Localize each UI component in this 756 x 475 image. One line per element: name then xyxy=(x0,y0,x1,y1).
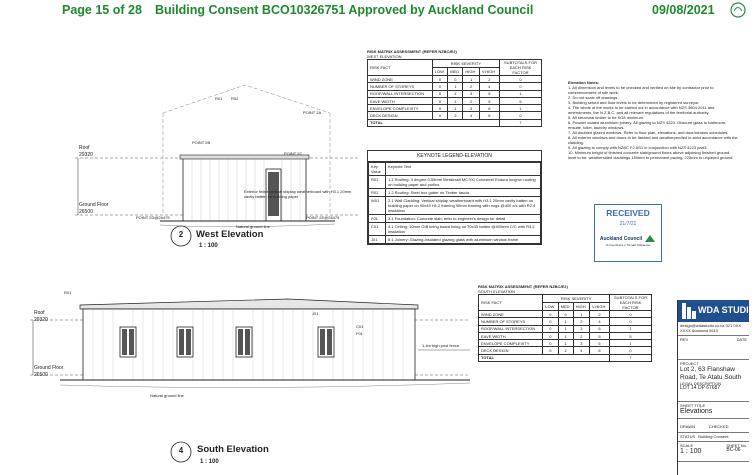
risk-south-total-label: TOTAL xyxy=(479,354,610,361)
south-tag-j01: J01 xyxy=(312,311,319,316)
note-item: 9. All glazing to comply with NZBC F2 AS1 in conjunction with NZS 4223 part3. xyxy=(568,145,708,150)
risk-subtotal: 0 xyxy=(500,76,542,83)
risk-value: 0 xyxy=(543,311,558,318)
south-tag-c01: C01 xyxy=(356,324,364,329)
risk-value: 0 xyxy=(432,90,447,97)
note-item: 6. Powder coated aluminium joinery. All glazing to NZS 4223. Obscure glass to bathroom, ensuite, toilet, laundry windows. xyxy=(568,120,727,130)
risk-value: 4 xyxy=(589,318,609,325)
risk-factor-name: ENVELOPE COMPLEXITY xyxy=(368,105,433,112)
west-point-2b: POINT 2B xyxy=(192,140,211,145)
risk-subtotal: 0 xyxy=(500,112,542,119)
risk-value: 2 xyxy=(463,83,479,90)
risk-west-level: HIGH xyxy=(463,68,479,76)
risk-row xyxy=(479,332,652,339)
note-item: 2. Do not scale off drawings. xyxy=(568,95,619,100)
risk-factor-name: WIND ZONE xyxy=(479,311,543,318)
page-number: Page 15 of 28 xyxy=(62,3,142,17)
risk-value: 1 xyxy=(573,311,589,318)
risk-value: 2 xyxy=(558,347,573,354)
legal-description: LOT 14 DP 67687 xyxy=(680,385,721,391)
keynote-key: R02 xyxy=(369,189,386,197)
risk-value: 0 xyxy=(543,318,558,325)
sheet-title: Elevations xyxy=(680,408,713,415)
risk-factor-name: EAVE WIDTH xyxy=(479,332,543,339)
risk-value: 3 xyxy=(573,325,589,332)
keynote-key: R01 xyxy=(369,176,386,189)
risk-value: 1 xyxy=(558,318,573,325)
risk-value: 5 xyxy=(479,97,499,104)
risk-value: 1 xyxy=(448,97,463,104)
risk-value: 3 xyxy=(463,105,479,112)
south-tag-r01: R01 xyxy=(64,290,72,295)
keynote-key: F01 xyxy=(369,215,386,223)
south-elevation-drawing xyxy=(0,295,480,435)
south-roof-level: 29320 xyxy=(34,317,48,323)
west-roof-label: Roof xyxy=(79,145,90,151)
risk-factor-name: NUMBER OF STOREYS xyxy=(368,83,433,90)
west-ground-label: Ground Floor xyxy=(79,202,109,208)
received-label: RECEIVED xyxy=(606,208,650,218)
risk-subtotal: 5 xyxy=(610,332,652,339)
west-point-2e: POINT 2E@26475 xyxy=(306,215,340,220)
keynote-text: 5.1 Joinery: Glazing-insulated glazing glass with aluminium window frame xyxy=(386,236,541,244)
west-cladding-note: Exterior finish vertical shiplap weatherboard with H3.1 20mm cavity batten on building paper xyxy=(244,189,352,199)
risk-value: 0 xyxy=(543,325,558,332)
risk-south-level: V.HIGH xyxy=(589,303,609,311)
south-elevation-scale: 1 : 100 xyxy=(200,459,219,465)
keynote-head-key: Key Value xyxy=(369,163,386,176)
keynote-head-text: Keynote Text xyxy=(386,163,541,176)
risk-row xyxy=(368,83,542,90)
title-block xyxy=(677,300,756,475)
south-view-number: 4 xyxy=(178,446,184,455)
west-point-2c: POINT 2C xyxy=(284,151,303,156)
risk-value: 5 xyxy=(589,325,609,332)
risk-west-total-label: TOTAL xyxy=(368,119,500,126)
status-label: STATUS xyxy=(680,434,696,439)
risk-value: 0 xyxy=(543,340,558,347)
keynote-row xyxy=(369,236,541,244)
risk-value: 4 xyxy=(463,112,479,119)
risk-row xyxy=(479,325,652,332)
risk-row xyxy=(368,90,542,97)
project-name: Lot 2, 63 Flanshaw Road, Te Atatu South xyxy=(680,366,742,381)
studio-logo xyxy=(678,300,756,322)
studio-mark-icon xyxy=(681,302,697,320)
risk-value: 1 xyxy=(448,83,463,90)
rev-label: REV xyxy=(680,337,689,342)
risk-row xyxy=(368,97,542,104)
risk-factor-name: WIND ZONE xyxy=(368,76,433,83)
keynote-text: 3.1 Foundation: Concrete slab, refer to engineer's design for detail xyxy=(386,215,541,223)
note-item: 1. All dimension and levels to be checked and verified on site by contractor prior to commencement of site work. xyxy=(568,85,714,95)
keynote-row xyxy=(369,189,541,197)
risk-value: 4 xyxy=(573,347,589,354)
consent-text: Building Consent BCO10326751 Approved by Auckland Council xyxy=(155,3,534,17)
risk-west-title: RISK MATRIX ASSESSMENT (REFER NZBC/E2) xyxy=(367,49,457,54)
keynote-row xyxy=(369,215,541,223)
risk-value: 3 xyxy=(463,90,479,97)
risk-row xyxy=(479,318,652,325)
risk-factor-name: ROOF/WALL INTERSECTION xyxy=(368,90,433,97)
risk-subtotal: 1 xyxy=(500,90,542,97)
risk-value: 0 xyxy=(432,83,447,90)
keynote-text: 4.1 Ceiling: 10mm GIB lining board lining on 70x35 batten @400mm C/C with R3.2 insulation xyxy=(386,223,541,236)
risk-value: 6 xyxy=(589,340,609,347)
risk-row xyxy=(368,105,542,112)
risk-factor-name: ROOF/WALL INTERSECTION xyxy=(479,325,543,332)
risk-subtotal: 1 xyxy=(610,325,652,332)
risk-south-level: MED xyxy=(558,303,573,311)
risk-value: 2 xyxy=(589,311,609,318)
keynote-key: W01 xyxy=(369,197,386,215)
risk-subtotal: 1 xyxy=(610,340,652,347)
council-sub: Te Kaunihera o Tāmaki Makaurau xyxy=(605,243,651,247)
keynote-title: KEYNOTE LEGEND-ELEVATION xyxy=(368,151,541,162)
sheet-title-label: SHEET TITLE xyxy=(680,403,706,408)
risk-value: 0 xyxy=(432,112,447,119)
risk-subtotal: 0 xyxy=(610,347,652,354)
risk-west-level: MED xyxy=(448,68,463,76)
risk-south-col-subtotal: SUBTOTALS FOR EACH RISK FACTOR xyxy=(610,295,652,311)
sheet-no-label: SHEET No. xyxy=(726,443,747,448)
keynote-text: 1.1 Roofing: 4 degree 0.55mm Metalcraft MC700 Colorsteel Endura longrun roofing on building paper and purlins xyxy=(386,176,541,189)
risk-value: 3 xyxy=(573,340,589,347)
keynote-text: 2.1 Wall Cladding: Vertical shiplap weatherboard with H3.1 20mm cavity batten on building paper on 90x45 H1.2 framing 90mm framing with nogs @400 c/s with R2.4 insulation xyxy=(386,197,541,215)
note-item: 4. The whole of the works to be carried out in accordance with NZS 3604:2011 and amendments, the N.Z.B.C. and all relevant regulations of the territorial authority. xyxy=(568,105,715,115)
received-stamp xyxy=(594,204,662,262)
risk-south-level: HIGH xyxy=(573,303,589,311)
risk-south-level: LOW xyxy=(543,303,558,311)
risk-value: 2 xyxy=(448,112,463,119)
status-value: Building Consent xyxy=(698,434,729,439)
south-fence-note: 1.4m high pool fence xyxy=(422,343,460,348)
risk-value: 1 xyxy=(558,325,573,332)
risk-value: 1 xyxy=(448,105,463,112)
risk-subtotal: 5 xyxy=(500,97,542,104)
risk-row xyxy=(368,76,542,83)
risk-value: 1 xyxy=(558,340,573,347)
risk-value: 2 xyxy=(479,76,499,83)
risk-value: 0 xyxy=(558,311,573,318)
risk-matrix-south xyxy=(478,284,652,362)
keynote-table xyxy=(368,162,541,244)
west-point-2d: POINT 2D@26475 xyxy=(136,215,170,220)
note-item: 10. Minimum height of finished concrete slab/ground floors above adjoining finished ground level to be: weathersided claddings 150mm to permanent paving, 225mm to unpaved ground. xyxy=(568,150,734,160)
risk-south-total: 7 xyxy=(610,354,652,361)
risk-factor-name: NUMBER OF STOREYS xyxy=(479,318,543,325)
council-logo-icon xyxy=(644,234,656,243)
risk-west-table xyxy=(367,59,542,127)
risk-value: 0 xyxy=(432,76,447,83)
risk-value: 2 xyxy=(573,332,589,339)
risk-value: 0 xyxy=(543,332,558,339)
keynote-key: C01 xyxy=(369,223,386,236)
received-date: 21/7/21 xyxy=(619,221,637,227)
south-roof-label: Roof xyxy=(34,310,45,316)
south-ground-level: 26500 xyxy=(34,372,48,378)
keynote-row xyxy=(369,223,541,236)
risk-west-level: V.HIGH xyxy=(479,68,499,76)
west-tag-r02: R02 xyxy=(231,96,239,101)
studio-contact: design@wdastudio.co.nz 021 0XX XXXX Auckland 0610 xyxy=(678,322,749,336)
keynote-key: J01 xyxy=(369,236,386,244)
west-elevation-title: West Elevation xyxy=(196,229,264,240)
risk-south-title: RISK MATRIX ASSESSMENT (REFER NZBC/E2) xyxy=(478,284,568,289)
risk-row xyxy=(479,340,652,347)
risk-value: 0 xyxy=(448,76,463,83)
risk-value: 1 xyxy=(448,90,463,97)
risk-value: 0 xyxy=(543,347,558,354)
scale-label: SCALE xyxy=(680,443,694,448)
west-tag-r01: R01 xyxy=(215,96,223,101)
risk-west-total: 7 xyxy=(500,119,542,126)
note-item: 3. Building setout and floor levels to be determined by registered surveyor. xyxy=(568,100,700,105)
south-elevation-title: South Elevation xyxy=(197,444,269,455)
west-ground-level: 26500 xyxy=(79,209,93,215)
risk-subtotal: 0 xyxy=(610,311,652,318)
risk-value: 1 xyxy=(558,332,573,339)
scale-value: 1 : 100 xyxy=(680,448,702,455)
risk-value: 4 xyxy=(479,83,499,90)
risk-subtotal: 0 xyxy=(610,318,652,325)
council-name: Auckland Council xyxy=(599,235,643,242)
risk-value: 2 xyxy=(463,97,479,104)
west-view-number: 2 xyxy=(178,230,184,239)
approval-banner xyxy=(0,0,749,24)
keynote-row xyxy=(369,176,541,189)
elevation-notes xyxy=(568,80,738,160)
legal-label: LEGAL DESCRIPTION xyxy=(680,381,722,386)
risk-value: 5 xyxy=(589,332,609,339)
sheet-no: BC-06 xyxy=(726,447,741,453)
risk-west-col-factor: RISK FACT xyxy=(368,60,433,76)
risk-west-col-severity: RISK SEVERITY xyxy=(432,60,499,68)
risk-south-col-severity: RISK SEVERITY xyxy=(543,295,610,303)
risk-west-col-subtotal: SUBTOTALS FOR EACH RISK FACTOR xyxy=(500,60,542,76)
risk-subtotal: 0 xyxy=(500,83,542,90)
risk-value: 0 xyxy=(432,97,447,104)
risk-factor-name: ENVELOPE COMPLEXITY xyxy=(479,340,543,347)
checked-label: CHECKED xyxy=(708,424,729,429)
risk-value: 2 xyxy=(573,318,589,325)
risk-west-subtitle: WEST ELEVATION xyxy=(367,54,402,59)
risk-factor-name: DECK DESIGN xyxy=(479,347,543,354)
risk-west-level: LOW xyxy=(432,68,447,76)
note-item: 7. All doubled glazed windows. Refer to floor plan, elevations, and door/window schedules. xyxy=(568,130,729,135)
west-natural-ground: Natural ground line xyxy=(236,224,270,229)
keynote-legend xyxy=(367,150,542,245)
risk-south-table xyxy=(478,294,652,362)
drawn-label: DRAWN xyxy=(680,424,695,429)
south-tag-f01: F01 xyxy=(356,331,363,336)
risk-value: 6 xyxy=(589,347,609,354)
project-label: PROJECT xyxy=(680,361,699,366)
risk-value: 0 xyxy=(432,105,447,112)
approval-date: 09/08/2021 xyxy=(652,3,715,17)
note-item: 8. All exterior windows and doors to be flashed and weatherproofed in strict accordance with the cladding. xyxy=(568,135,738,145)
south-ground-label: Ground Floor xyxy=(34,365,64,371)
risk-south-col-factor: RISK FACT xyxy=(479,295,543,311)
council-seal-icon xyxy=(728,0,749,20)
risk-row xyxy=(479,311,652,318)
risk-row xyxy=(479,347,652,354)
studio-name: WDA STUDIO xyxy=(698,305,756,315)
note-item: 5. All structural timber to be SG8 minimum. xyxy=(568,115,645,120)
risk-value: 5 xyxy=(479,90,499,97)
keynote-text: 1.2 Roofing: Steel box gutter on Timber fascia xyxy=(386,189,541,197)
keynote-row xyxy=(369,197,541,215)
risk-value: 6 xyxy=(479,112,499,119)
risk-factor-name: EAVE WIDTH xyxy=(368,97,433,104)
notes-title: Elevation Notes: xyxy=(568,80,600,85)
risk-value: 1 xyxy=(463,76,479,83)
risk-row xyxy=(368,112,542,119)
risk-subtotal: 1 xyxy=(500,105,542,112)
risk-south-subtitle: SOUTH ELEVATION xyxy=(478,289,515,294)
west-elevation-scale: 1 : 100 xyxy=(199,243,218,249)
west-roof-level: 29320 xyxy=(79,152,93,158)
risk-matrix-west xyxy=(367,49,542,127)
west-point-2a: POINT 2A xyxy=(303,110,322,115)
date-label: DATE xyxy=(736,337,747,342)
risk-value: 6 xyxy=(479,105,499,112)
risk-factor-name: DECK DESIGN xyxy=(368,112,433,119)
south-natural-ground: Natural ground line xyxy=(150,393,184,398)
